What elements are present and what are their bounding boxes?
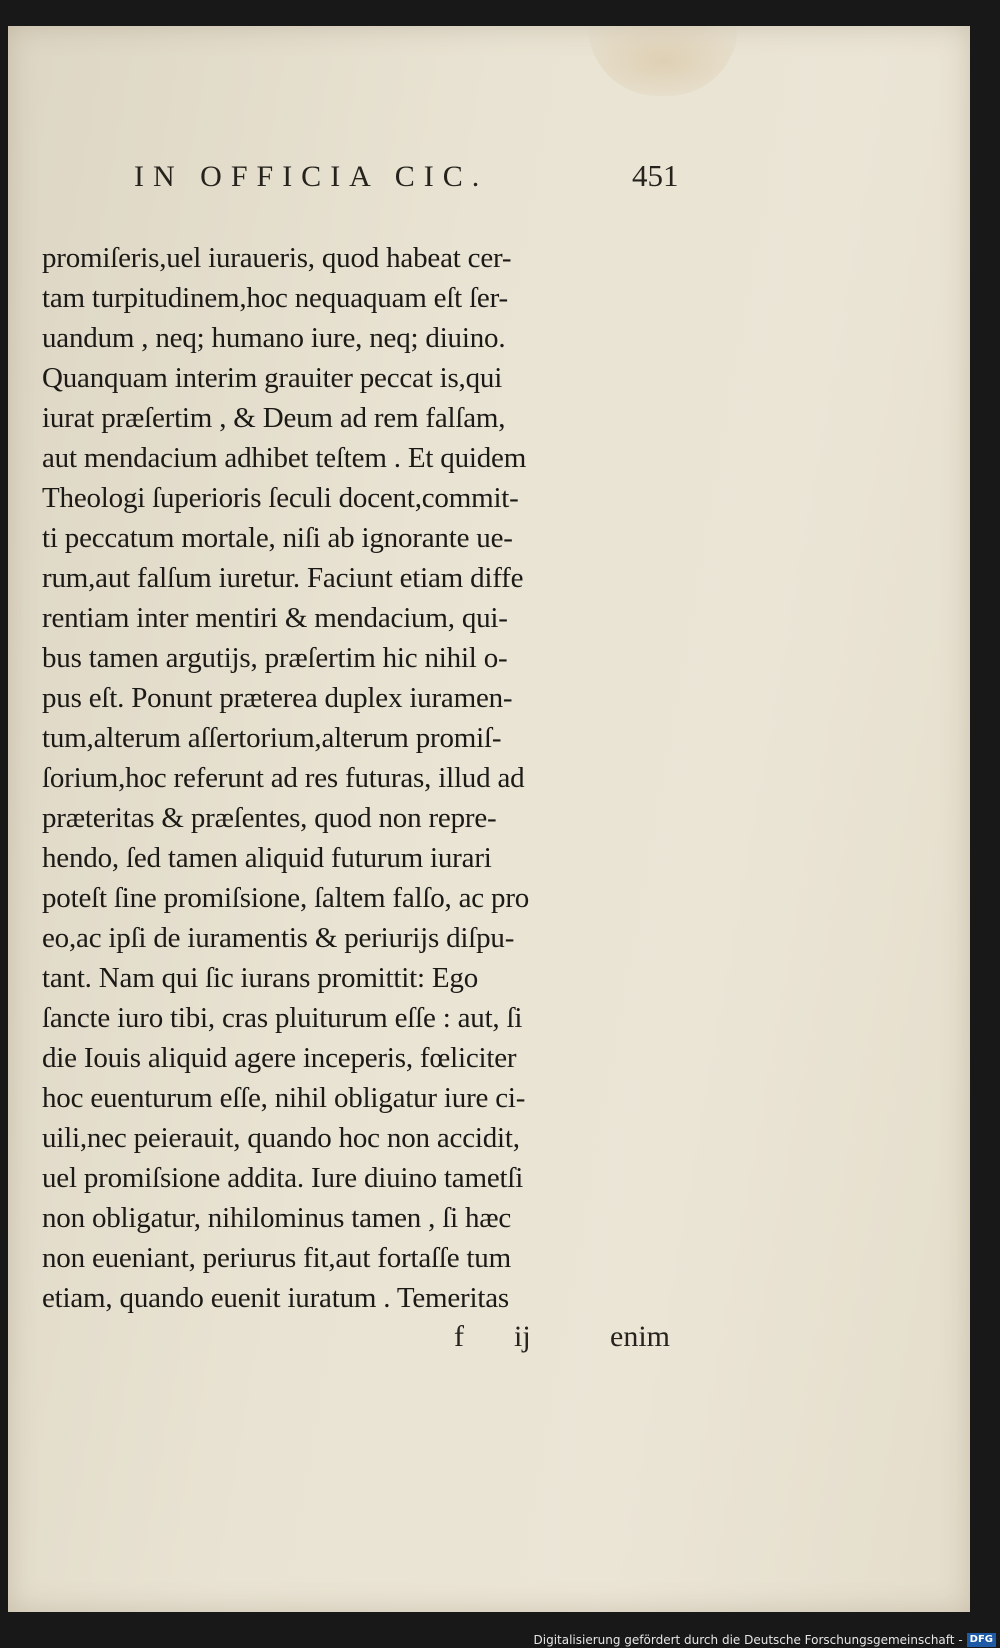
text-line: eo,ac ipſi de iuramentis & periurijs diſpu- (42, 922, 515, 954)
text-line: bus tamen argutijs, præſertim hic nihil o- (42, 642, 508, 674)
text-line: ti peccatum mortale, niſi ab ignorante ue- (42, 522, 513, 554)
text-line: Quanquam interim grauiter peccat is,qui (42, 362, 503, 394)
text-line: rum,aut falſum iuretur. Faciunt etiam diffe (42, 562, 524, 594)
text-line: poteſt ſine promiſsione, ſaltem falſo, ac pro (42, 882, 530, 914)
text-line: uandum , neq; humano iure, neq; diuino. (42, 322, 506, 354)
page-stain (588, 26, 738, 96)
text-line: tant. Nam qui ſic iurans promittit: Ego (42, 962, 478, 994)
text-line: uili,nec peierauit, quando hoc non accidit, (42, 1122, 520, 1154)
text-line: rentiam inter mentiri & mendacium, qui- (42, 602, 508, 634)
text-line: hendo, ſed tamen aliquid futurum iurari (42, 842, 492, 874)
digitization-credit (534, 1633, 997, 1647)
text-line: pus eſt. Ponunt præterea duplex iuramen- (42, 682, 513, 714)
text-line: non eueniant, periurus fit,aut fortaſſe tum (42, 1242, 511, 1274)
text-block (42, 152, 692, 1364)
text-line: tam turpitudinem,hoc nequaquam eſt ſer- (42, 282, 508, 314)
text-line: etiam, quando euenit iuratum . Temeritas (42, 1282, 509, 1314)
text-line: ſancte iuro tibi, cras pluiturum eſſe : aut, ſi (42, 1002, 523, 1034)
text-line: iurat præſertim , & Deum ad rem falſam, (42, 402, 506, 434)
signature-number: ij (514, 1320, 531, 1353)
catchword: enim (610, 1320, 670, 1353)
text-line: uel promiſsione addita. Iure diuino tametſi (42, 1162, 524, 1194)
text-line: promiſeris,uel iuraueris, quod habeat cer- (42, 242, 512, 274)
credit-text: Digitalisierung gefördert durch die Deutsche Forschungsgemeinschaft - (533, 1633, 963, 1647)
running-head (42, 152, 692, 214)
text-line: Theologi ſuperioris ſeculi docent,commit- (42, 482, 519, 514)
body-text (42, 238, 692, 1318)
text-line: hoc euenturum eſſe, nihil obligatur iure ci- (42, 1082, 526, 1114)
book-page (8, 26, 970, 1612)
catchline (42, 1318, 692, 1364)
text-line: tum,alterum aſſertorium,alterum promiſ- (42, 722, 502, 754)
text-line: die Iouis aliquid agere inceperis, fœliciter (42, 1042, 517, 1074)
text-line: non obligatur, nihilominus tamen , ſi hæc (42, 1202, 512, 1234)
text-line: aut mendacium adhibet teſtem . Et quidem (42, 442, 527, 474)
text-line: præteritas & præſentes, quod non repre- (42, 802, 497, 834)
running-title: IN OFFICIA CIC. (134, 160, 489, 193)
page-number: 451 (632, 158, 679, 193)
signature-mark: f (454, 1320, 464, 1353)
dfg-logo: DFG (967, 1633, 996, 1647)
text-line: ſorium,hoc referunt ad res futuras, illud ad (42, 762, 525, 794)
